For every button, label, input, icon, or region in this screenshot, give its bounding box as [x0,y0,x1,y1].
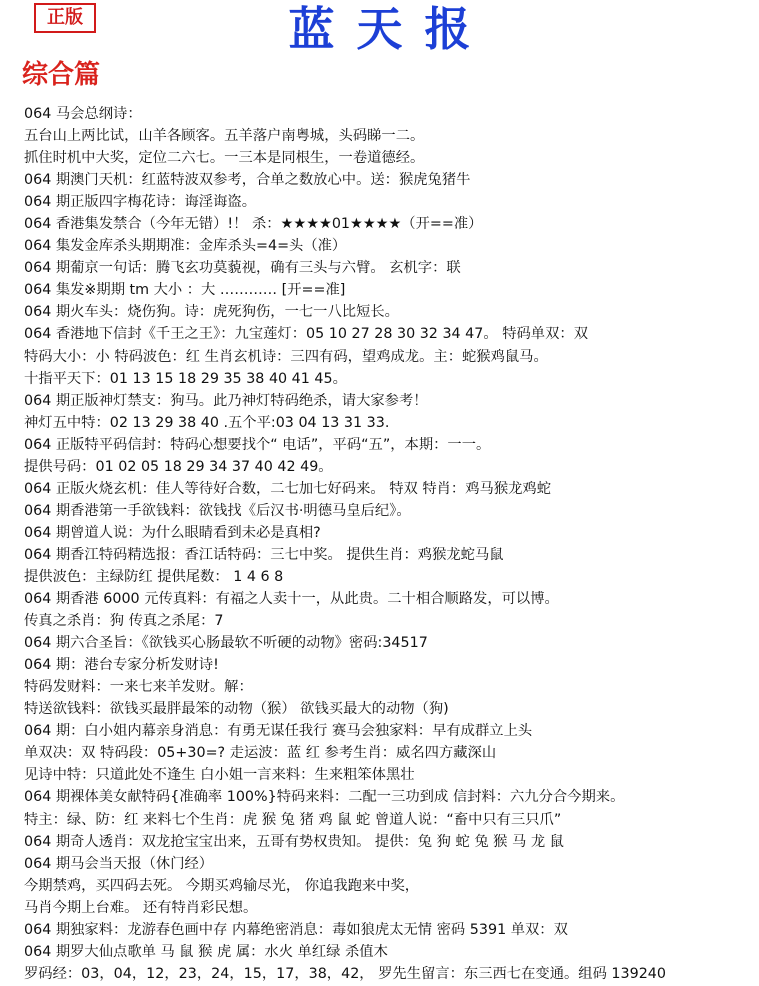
text-line: 064 期香江特码精选报：香江话特码：三七中奖。 提供生肖：鸡猴龙蛇马鼠 [24,546,504,563]
section-heading: 综合篇 [22,60,101,90]
text-line: 五台山上两比试，山羊各顾客。五羊落户南粤城，头码睇一二。 [24,128,425,145]
text-line: 064 期独家料：龙游春色画中存 内幕绝密消息：毒如狼虎太无情 密码 5391 单双：双 [24,921,568,938]
text-line: 064 期正版神灯禁支：狗马。此乃神灯特码绝杀，请大家参考！ [24,392,428,409]
text-line: 064 正版火烧玄机：佳人等待好合数，二七加七好码来。 特双 特肖：鸡马猴龙鸡蛇 [24,480,552,497]
authentic-edition-badge: 正版 [34,3,96,33]
text-line: 抓住时机中大奖，定位二六七。一三本是同根生，一卷道德经。 [24,150,425,167]
text-line: 064 马会总纲诗： [24,106,142,122]
text-line: 神灯五中特：02 13 29 38 40 .五个平:03 04 13 31 33. [24,414,390,431]
text-line: 064 香港地下信封《千王之王》：九宝莲灯：05 10 27 28 30 32 34 47。 特码单双：双 [24,326,588,343]
text-line: 064 期正版四字梅花诗：诲淫诲盗。 [24,194,256,211]
text-line: 064 期：港台专家分析发财诗! [24,657,219,674]
text-line: 今期禁鸡，买四码去死。 今期买鸡输尽光， 你追我跑来中奖， [24,877,420,894]
text-line: 见诗中特：只道此处不逢生 白小姐一言来料：生来粗笨体黑壮 [24,767,415,784]
text-body [24,103,754,985]
text-line: 传真之杀肖：狗 传真之杀尾：7 [24,613,224,630]
text-line: 064 集发金库杀头期期准：金库杀头=4=头（准） [24,238,347,255]
text-line: 提供号码：01 02 05 18 29 34 37 40 42 49。 [24,458,333,475]
text-line: 064 期六合圣旨：《欲钱买心肠最软不听硬的动物》密码:34517 [24,635,428,652]
text-line: 064 期葡京一句话：腾飞玄功莫藐视，确有三头与六臂。 玄机字：联 [24,260,461,277]
text-line: 064 期罗大仙点歌单 马 鼠 猴 虎 属：水火 单红绿 杀值木 [24,943,388,960]
text-line: 特主：绿、防：红 来料七个生肖：虎 猴 兔 猪 鸡 鼠 蛇 曾道人说：“畜中只有三只爪” [24,811,562,828]
text-line: 064 期香港 6000 元传真料：有福之人卖十一，从此贵。二十相合顺路发，可以博。 [24,591,559,608]
page-title: 蓝天报 [288,2,493,56]
text-line: 064 期奇人透肖：双龙抢宝宝出来，五哥有势权贵知。 提供：兔 狗 蛇 兔 猴 马 龙 鼠 [24,833,564,850]
text-line: 064 期火车头：烧伤狗。诗：虎死狗伤，一七一八比短长。 [24,304,399,321]
text-line: 提供波色：主绿防红 提供尾数： 1 4 6 8 [24,568,284,585]
text-line: 罗码经：03，04，12，23，24，15，17，38，42， 罗先生留言：东三西七在变通。组码 139240 [24,965,667,982]
text-line: 马肖今期上台难。 还有特肖彩民想。 [24,899,258,916]
text-line: 特码大小：小 特码波色：红 生肖玄机诗：三四有码，望鸡成龙。主：蛇猴鸡鼠马。 [24,348,548,365]
text-line: 特送欲钱料：欲钱买最胖最笨的动物（猴） 欲钱买最大的动物（狗) [24,701,449,718]
text-line: 064 正版特平码信封：特码心想要找个“ 电话”，平码“五”，本期：一一。 [24,436,491,453]
text-line: 064 期裸体美女献特码{准确率 100%}特码来料：二配一三功到成 信封料：六九分合今期来。 [24,789,625,806]
text-line: 单双决：双 特码段：05+30=? 走运波：蓝 红 参考生肖：威名四方藏深山 [24,745,497,762]
text-line: 064 期马会当天报（休门经） [24,855,214,872]
text-line: 064 香港集发禁合（今年无错）!！ 杀：★★★★01★★★★（开==准） [24,216,483,233]
text-line: 064 集发※期期 tm 大小 ：大 ………… [开==准] [24,282,346,299]
text-line: 064 期：白小姐内幕亲身消息：有勇无谋任我行 赛马会独家料：早有成群立上头 [24,723,533,740]
text-line: 064 期香港第一手欲钱料：欲钱找《后汉书·明德马皇后纪》。 [24,502,411,519]
text-line: 064 期澳门天机：红蓝特波双参考，合单之数放心中。送：猴虎兔猪牛 [24,172,471,189]
text-line: 064 期曾道人说：为什么眼睛看到未必是真相? [24,524,321,541]
text-line: 十指平天下：01 13 15 18 29 35 38 40 41 45。 [24,370,347,387]
text-line: 特码发财料：一来七来羊发财。解： [24,679,253,696]
